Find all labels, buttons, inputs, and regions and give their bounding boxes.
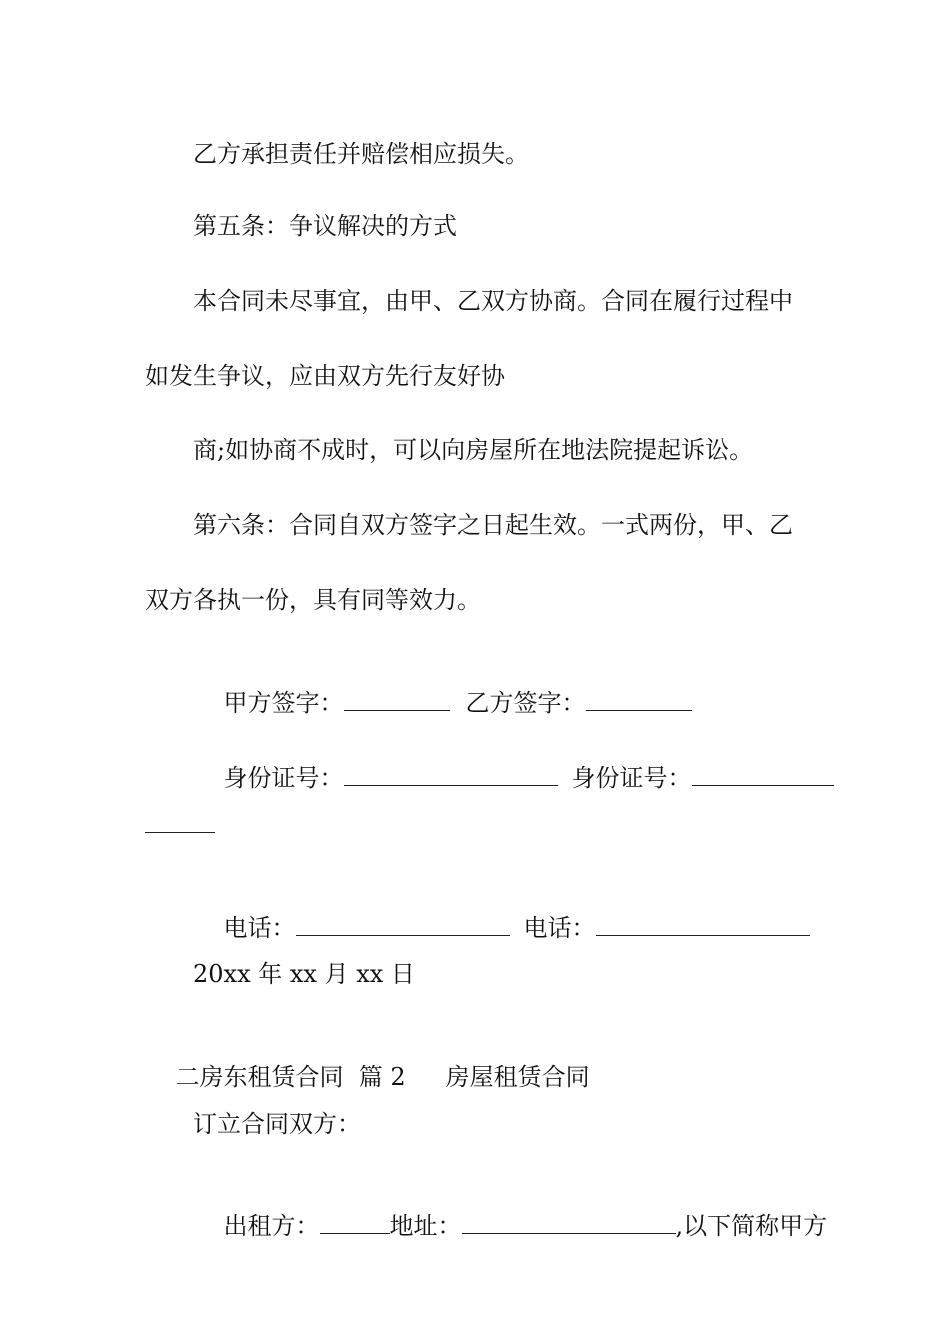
party-b-id-blank <box>692 765 834 786</box>
party-b-signature-label: 乙方签字： <box>465 689 586 717</box>
lessor-line <box>193 1184 827 1268</box>
party-b-id-label: 身份证号： <box>571 764 692 792</box>
party-a-id-blank <box>344 765 558 786</box>
party-b-phone-blank <box>596 915 810 936</box>
paragraph: 本合同未尽事宜，由甲、乙双方协商。合同在履行过程中 <box>193 287 793 315</box>
party-b-signature-blank <box>586 690 692 711</box>
date-line: 20xx 年 xx 月 xx 日 <box>193 960 415 988</box>
paragraph: 第六条：合同自双方签字之日起生效。一式两份，甲、乙 <box>193 511 793 539</box>
party-b-phone-label: 电话： <box>523 914 596 942</box>
id-number-line <box>193 736 834 820</box>
party-a-phone-blank <box>296 915 510 936</box>
party-a-id-label: 身份证号： <box>223 764 344 792</box>
lessor-address-blank <box>462 1213 676 1234</box>
party-a-phone-label: 电话： <box>223 914 296 942</box>
lessor-suffix: ,以下简称甲方 <box>675 1212 828 1240</box>
id-number-blank-continuation <box>145 832 215 833</box>
party-a-signature-label: 甲方签字： <box>223 689 344 717</box>
article-heading: 第五条：争议解决的方式 <box>193 212 457 240</box>
phone-line <box>193 886 810 970</box>
party-a-signature-blank <box>344 690 450 711</box>
lessor-name-blank <box>320 1213 390 1234</box>
section-subtitle: 房屋租赁合同 <box>445 1063 590 1091</box>
parties-intro: 订立合同双方： <box>193 1110 361 1138</box>
section-heading <box>145 1035 590 1119</box>
paragraph: 商;如协商不成时，可以向房屋所在地法院提起诉讼。 <box>193 436 754 464</box>
section-title: 二房东租赁合同 篇 2 <box>175 1063 406 1091</box>
lessor-label: 出租方： <box>223 1212 320 1240</box>
lessor-address-label: 地址： <box>389 1212 462 1240</box>
paragraph: 如发生争议，应由双方先行友好协 <box>145 362 505 390</box>
paragraph: 乙方承担责任并赔偿相应损失。 <box>193 140 529 168</box>
signature-line <box>193 661 692 745</box>
paragraph: 双方各执一份，具有同等效力。 <box>145 586 481 614</box>
